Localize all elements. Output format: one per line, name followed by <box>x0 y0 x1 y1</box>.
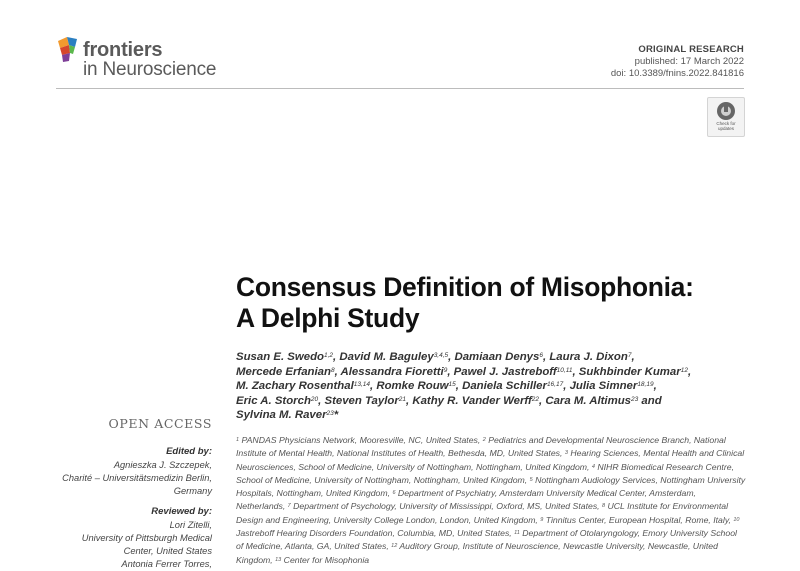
check-for-updates-badge[interactable] <box>707 97 745 137</box>
affiliation-text: Department of Otolaryngology, Emory University School of Medicine, Atlanta, GA, United States, <box>236 528 737 552</box>
affiliation-text: NIHR Biomedical Research Centre, School of Medicine, University of Nottingham, Nottingham, United Kingdom, <box>236 461 734 485</box>
affiliation-number: 5 <box>529 476 533 483</box>
author-name[interactable]: Eric A. Storch <box>236 394 311 407</box>
affiliation-text: PANDAS Physicians Network, Mooresville, NC, United States, <box>239 435 483 445</box>
author-separator: and <box>638 394 662 407</box>
affiliation-number: 4 <box>591 463 595 470</box>
badge-text-line2: updates <box>717 126 734 131</box>
frontiers-logo-icon <box>56 35 82 65</box>
affiliation-text: Pediatrics and Developmental Neuroscience Branch, National Institute of Mental Health, National Institutes of Health, Bethesda, MD, United States, <box>236 435 726 459</box>
author-separator: , <box>318 394 325 407</box>
author-separator: , <box>631 351 635 363</box>
editor-affiliation-line1: Charité – Universitätsmedizin Berlin, <box>62 473 212 483</box>
doi[interactable]: doi: 10.3389/fnins.2022.841816 <box>610 68 744 79</box>
affiliation-number: 11 <box>514 530 520 537</box>
affiliation-number: 10 <box>733 516 740 523</box>
author-affiliation-ref: 16,17 <box>546 381 564 389</box>
author-affiliation-ref: 7 <box>627 352 632 359</box>
affiliation-text: Tinnitus Center, European Hospital, Rome, Italy, <box>543 514 734 525</box>
author-separator: , <box>572 365 579 378</box>
author-separator: , <box>447 365 454 378</box>
author-separator: , <box>333 351 340 363</box>
article-meta <box>611 44 744 80</box>
author-name[interactable]: Romke Rouw <box>376 380 449 393</box>
affiliation-text: Nottingham Audiology Services, Nottingham University Hospitals, Nottingham, United Kingdom, <box>236 474 746 499</box>
author-affiliation-ref: 23 <box>326 410 334 418</box>
affiliation-text: Auditory Group, Institute of Neuroscience, Newcastle University, Newcastle, United Kingdom, <box>236 541 718 565</box>
author-affiliation-ref: 10,11 <box>556 366 573 374</box>
author-separator: * <box>333 409 339 422</box>
author-separator: , <box>406 394 413 407</box>
article-type: ORIGINAL RESEARCH <box>638 44 744 55</box>
author-affiliation-ref: 21 <box>398 395 406 403</box>
affiliation-number: 8 <box>602 503 606 510</box>
title-line-2: A Delphi Study <box>236 303 420 333</box>
author-list <box>236 350 746 423</box>
affiliation-number: 1 <box>236 437 240 443</box>
affiliation-number: 6 <box>392 490 396 497</box>
open-access-label: OPEN ACCESS <box>108 416 212 431</box>
journal-brand: frontiers <box>83 39 163 61</box>
reviewer-name[interactable]: Lori Zitelli, <box>169 520 212 530</box>
journal-logo[interactable] <box>56 35 256 85</box>
affiliation-number: 7 <box>287 503 291 510</box>
author-separator: , <box>539 394 546 407</box>
author-name[interactable]: Pawel J. Jastreboff <box>453 365 557 378</box>
author-name[interactable]: M. Zachary Rosenthal <box>236 380 354 393</box>
editor-block <box>30 446 212 498</box>
affiliation-text: Department of Psychiatry, Amsterdam University Medical Center, Amsterdam, Netherlands, <box>236 488 696 512</box>
update-check-icon <box>716 101 736 121</box>
author-name[interactable]: Cara M. Altimus <box>545 394 632 407</box>
affiliation-text: UCL Institute for Environmental Design and Engineering, University College London, London, United Kingdom, <box>236 501 729 525</box>
author-name[interactable]: Laura J. Dixon <box>549 351 628 363</box>
affiliation-number: 12 <box>391 543 398 550</box>
author-name[interactable]: Julia Simner <box>569 380 638 393</box>
author-separator: , <box>563 380 570 393</box>
affiliation-text: Department of Psychology, University of Mississippi, Oxford, MS, United States, <box>290 501 602 512</box>
author-affiliation-ref: 3,4,5 <box>433 352 449 359</box>
author-affiliation-ref: 6 <box>539 352 543 359</box>
author-name[interactable]: Sylvina M. Raver <box>236 409 327 422</box>
author-affiliation-ref: 15 <box>448 381 456 389</box>
author-affiliation-ref: 9 <box>443 366 448 374</box>
author-affiliation-ref: 23 <box>631 395 639 403</box>
author-name[interactable]: Mercede Erfanian <box>236 365 331 378</box>
author-name[interactable]: Alessandra Fioretti <box>340 365 444 378</box>
publish-date: published: 17 March 2022 <box>634 56 744 67</box>
article-title <box>236 272 756 334</box>
affiliation-number: 2 <box>482 437 486 443</box>
reviewer-block <box>30 506 212 571</box>
author-name[interactable]: Damiaan Denys <box>454 351 540 363</box>
affiliation-number: 3 <box>564 450 568 457</box>
editor-name[interactable]: Agnieszka J. Szczepek, <box>113 460 212 470</box>
author-name[interactable]: Kathy R. Vander Werff <box>412 394 532 407</box>
affiliation-number: 13 <box>275 556 282 563</box>
author-name[interactable]: David M. Baguley <box>339 351 434 363</box>
author-affiliation-ref: 8 <box>330 366 335 374</box>
editor-affiliation-line2: Germany <box>173 486 212 496</box>
author-affiliation-ref: 13,14 <box>353 381 371 389</box>
author-affiliation-ref: 22 <box>531 395 539 403</box>
author-affiliation-ref: 20 <box>310 395 319 403</box>
author-affiliation-ref: 12 <box>680 366 688 374</box>
journal-name: in Neuroscience <box>83 59 217 80</box>
author-separator: , <box>370 380 377 393</box>
author-separator: , <box>455 380 463 393</box>
reviewer-affiliation-line2: Center, United States <box>123 546 212 556</box>
author-affiliation-ref: 1,2 <box>323 352 334 359</box>
affiliation-number: 9 <box>540 516 544 523</box>
reviewed-by-label: Reviewed by: <box>151 506 212 517</box>
author-separator: , <box>542 351 550 363</box>
author-name[interactable]: Daniela Schiller <box>462 380 547 393</box>
header-divider <box>56 88 744 89</box>
author-name[interactable]: Steven Taylor <box>324 394 399 407</box>
author-name[interactable]: Susan E. Swedo <box>236 351 324 363</box>
title-line-1: Consensus Definition of Misophonia: <box>236 272 694 302</box>
badge-text-line1: Check for <box>716 121 736 126</box>
author-separator: , <box>448 351 455 363</box>
author-separator: , <box>687 365 692 378</box>
edited-by-label: Edited by: <box>166 446 212 457</box>
affiliation-text: Hearing Sciences, Mental Health and Clinical Neurosciences, School of Medicine, University of Nottingham, Nottingham, United Kingdom, <box>236 448 745 472</box>
author-separator: , <box>334 365 341 378</box>
author-affiliation-ref: 18,19 <box>637 381 654 389</box>
author-separator: , <box>653 380 657 393</box>
author-name[interactable]: Sukhbinder Kumar <box>578 365 681 378</box>
affiliation-list <box>236 434 746 567</box>
affiliation-text: Center for Misophonia <box>281 554 370 565</box>
reviewer-name[interactable]: Antonia Ferrer Torres, <box>121 559 212 569</box>
reviewer-affiliation-line1: University of Pittsburgh Medical <box>81 533 212 543</box>
affiliation-text: Jastreboff Hearing Disorders Foundation, Columbia, MD, United States, <box>236 528 515 539</box>
